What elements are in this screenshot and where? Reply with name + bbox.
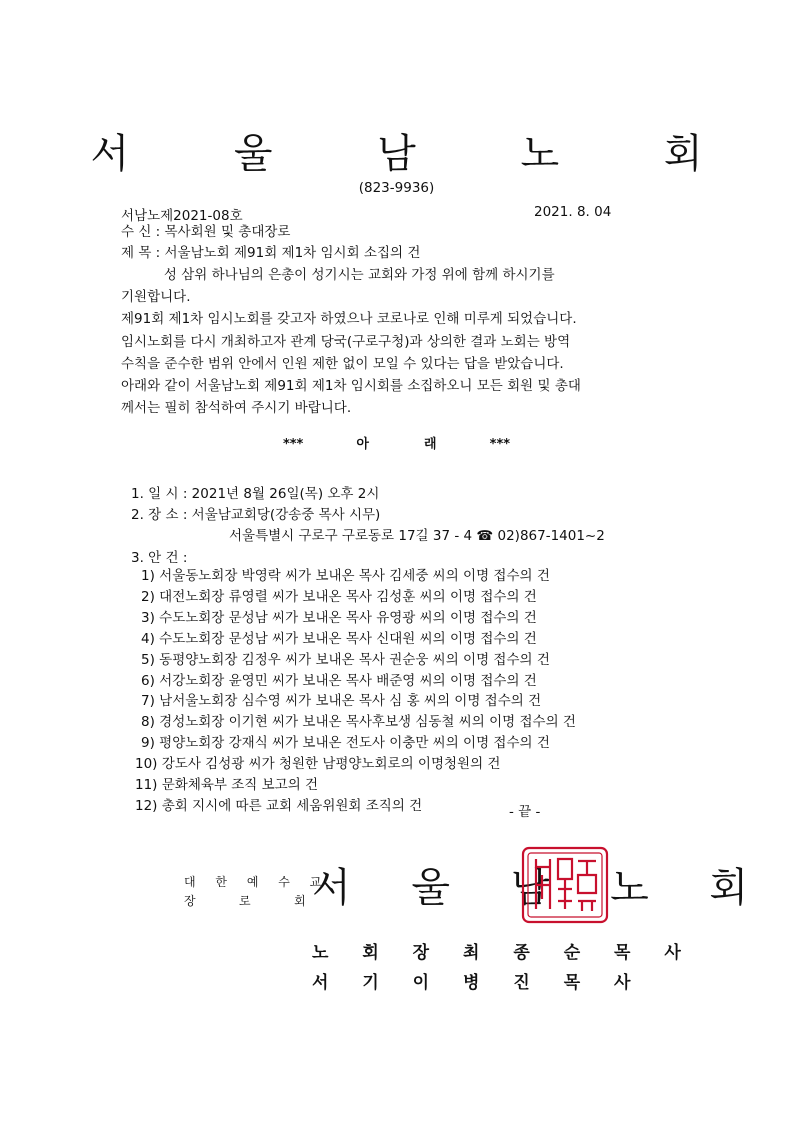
agenda-item: 8) 경성노회장 이기현 씨가 보내온 목사후보생 심동철 씨의 이명 접수의 건: [141, 714, 576, 731]
document-number: 서남노제2021-08호: [121, 208, 243, 224]
notice-word: 래: [424, 437, 437, 452]
official-seal: [520, 845, 610, 925]
phone-number: (823-9936): [358, 180, 435, 196]
agenda-item: 2) 대전노회장 류영렬 씨가 보내온 목사 김성훈 씨의 이명 접수의 건: [141, 588, 537, 605]
body-paragraph: [121, 264, 581, 419]
body-line: 기원합니다.: [121, 289, 191, 306]
body-line: 께서는 필히 참석하여 주시기 바랍니다.: [121, 400, 352, 417]
signature-clerk: 서 기 이 병 진 목 사: [312, 973, 645, 993]
agenda-label: 3. 안 건 :: [131, 550, 188, 566]
meeting-address: 서울특별시 구로구 구로동로 17길 37 - 4 ☎ 02)867-1401~2: [229, 528, 605, 544]
agenda-item: 7) 남서울노회장 심수영 씨가 보내온 목사 심 홍 씨의 이명 접수의 건: [141, 693, 542, 710]
agenda-item: 3) 수도노회장 문성남 씨가 보내온 목사 유영광 씨의 이명 접수의 건: [141, 609, 537, 626]
body-line: 성 삼위 하나님의 은총이 성기시는 교회와 가정 위에 함께 하시기를: [121, 267, 555, 283]
page-title: 서 울 남 노 회: [90, 131, 749, 177]
signature-moderator: 노 회 장 최 종 순 목 사: [312, 943, 695, 963]
notice-stars-left: ***: [282, 437, 304, 452]
agenda-list: [135, 566, 576, 817]
subject-line: 제 목 : 서울남노회 제91회 제1차 임시회 소집의 건: [121, 245, 421, 261]
body-line: 아래와 같이 서울남노회 제91회 제1차 임시회를 소집하오니 모든 회원 및 총대: [121, 378, 581, 395]
notice-heading: [0, 433, 793, 452]
meeting-place: 2. 장 소 : 서울남교회당(강송중 목사 시무): [131, 507, 381, 523]
body-line: 제91회 제1차 임시노회를 갖고자 하였으나 코로나로 인해 미루게 되었습니다.: [121, 311, 577, 328]
organization-small-text: [184, 873, 329, 911]
meeting-time: 1. 일 시 : 2021년 8월 26일(목) 오후 2시: [131, 486, 380, 502]
notice-word: 아: [356, 437, 369, 452]
document-date: 2021. 8. 04: [534, 204, 612, 220]
recipient-line: 수 신 : 목사회원 및 총대장로: [121, 224, 291, 240]
agenda-item: 1) 서울동노회장 박영락 씨가 보내온 목사 김세중 씨의 이명 접수의 건: [141, 568, 550, 584]
organization-name: 서 울 남 노 회: [312, 865, 773, 911]
body-line: 임시노회를 다시 개최하고자 관계 당국(구로구청)과 상의한 결과 노회는 방역: [121, 333, 571, 350]
agenda-item: 5) 동평양노회장 김정우 씨가 보내온 목사 권순웅 씨의 이명 접수의 건: [141, 651, 550, 668]
body-line: 수칙을 준수한 범위 안에서 인원 제한 없이 모일 수 있다는 답을 받았습니다.: [121, 355, 564, 372]
agenda-item: 4) 수도노회장 문성남 씨가 보내온 목사 신대원 씨의 이명 접수의 건: [141, 630, 537, 647]
org-line-1: 대 한 예 수 교: [184, 875, 330, 889]
agenda-item: 12) 총회 지시에 따른 교회 세움위원회 조직의 건: [135, 797, 423, 814]
agenda-item: 11) 문화체육부 조직 보고의 건: [135, 777, 319, 794]
agenda-item: 9) 평양노회장 강재식 씨가 보내온 전도사 이충만 씨의 이명 접수의 건: [141, 735, 550, 752]
end-mark: - 끝 -: [509, 804, 541, 820]
notice-stars-right: ***: [489, 437, 511, 452]
agenda-item: 6) 서강노회장 윤영민 씨가 보내온 목사 배준영 씨의 이명 접수의 건: [141, 672, 537, 689]
org-line-2: 장 로 회: [184, 894, 314, 908]
agenda-item: 10) 강도사 김성광 씨가 청원한 남평양노회로의 이명청원의 건: [135, 756, 501, 773]
